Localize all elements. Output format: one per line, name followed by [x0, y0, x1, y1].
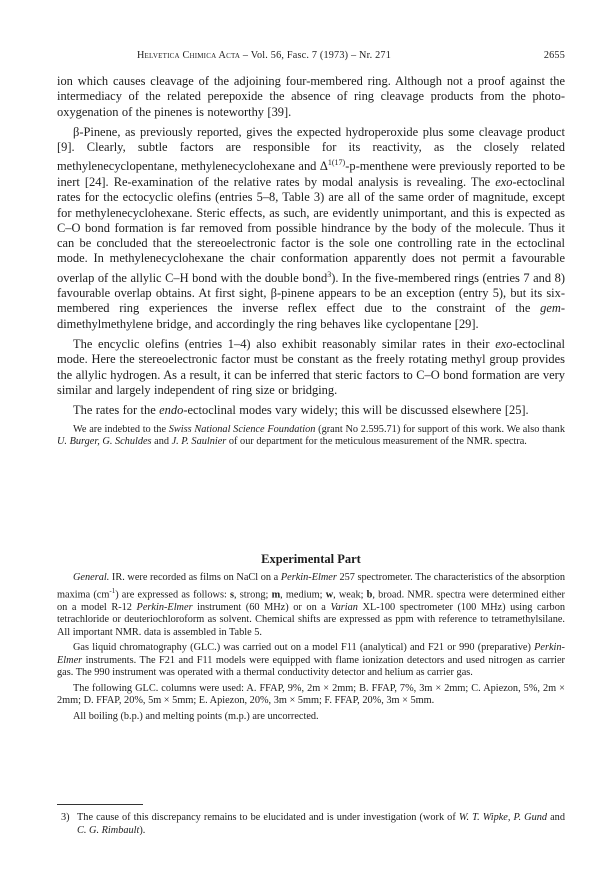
delta-symbol: Δ: [319, 159, 328, 174]
running-title: [137, 50, 391, 61]
abbr-broad: b: [366, 588, 373, 600]
footnote-body: The cause of this discrepancy remains to be elucidated and is under investigation (work of: [77, 812, 459, 823]
paragraph-2-text: ). In the five-membered rings (entries 7 and 8) favourable overlap obtains. At first sight, β-pinene appears to be an exception (entry 5), but its six-membered ring experiences the inverse reflex effect due to the constraint of the: [57, 270, 565, 316]
general-label: General.: [73, 572, 110, 583]
exo-italic: exo: [495, 174, 513, 189]
foundation-name: Swiss National Science Foundation: [168, 423, 316, 435]
footnote-text: [77, 812, 565, 837]
footnote-divider: [57, 804, 143, 805]
instrument-name: Perkin-Elmer: [280, 572, 337, 583]
abbr-weak: w: [325, 588, 334, 600]
paragraph-1: ion which causes cleavage of the adjoining four-membered ring. Although not a proof against the intermediacy of the related perepoxide the absence of ring cleavage products from the photo-oxygenation of the pinenes is noteworthy [39].: [57, 74, 565, 119]
footnote-names: W. T. Wipke, P. Gund: [458, 812, 548, 823]
abbr-strong: s: [230, 588, 235, 600]
ack-names: U. Burger, G. Schuldes: [57, 436, 152, 448]
boiling-points-paragraph: All boiling (b.p.) and melting points (m.p.) are uncorrected.: [73, 710, 319, 722]
footnote-body: and: [547, 812, 565, 823]
section-heading: Experimental Part: [261, 552, 361, 566]
ack-text: (grant No 2.595.71) for support of this work. We also thank: [315, 423, 565, 435]
paragraph-2: [57, 125, 565, 332]
running-header: [57, 50, 565, 64]
delta-superscript: 1(17): [327, 158, 346, 168]
general-text: 257 spectrometer. The characteristics of the absorption maxima (cm: [57, 572, 566, 600]
glc-text: Gas liquid chromatography (GLC.) was carried out on a model F11 (analytical) and F21 or 990 (preparative): [73, 642, 535, 654]
ack-text: We are indebted to the: [73, 423, 169, 435]
main-text: [57, 74, 565, 449]
ack-text: and: [151, 436, 172, 448]
general-text: ) are expressed as follows:: [115, 588, 231, 600]
paragraph-3-text: The encyclic olefins (entries 1–4) also exhibit reasonably similar rates in their: [73, 337, 496, 352]
general-text: XL-100 spectrometer (100 MHz) using carbon tetrachloride or deuteriochloroform as solvent. Chemical shifts are expressed as ppm with reference to tetramethylsilane. All important NMR. data is assembled in Table 5.: [57, 601, 565, 638]
ack-names: J. P. Saulnier: [171, 436, 227, 448]
paragraph-2-text: -p-menthene were previously reported to be inert [24]. Re-examination of the relative rates by modal analysis is revealing. The: [57, 159, 565, 189]
gem-italic: gem: [540, 301, 561, 316]
instrument-name: Varian: [330, 601, 358, 613]
general-text: instrument (60 MHz) or on a: [192, 601, 331, 613]
general-text: , medium;: [280, 588, 326, 600]
footnote-reference[interactable]: 3: [327, 269, 332, 279]
paragraph-2-text: -dimethylmethylene bridge, and accordingly the ring behaves like cyclopentane [29].: [57, 301, 565, 331]
abbr-medium: m: [271, 588, 281, 600]
page-number: 2655: [543, 50, 565, 61]
footnote-names: C. G. Rimbault: [77, 824, 140, 836]
instrument-name: Perkin-Elmer: [57, 642, 565, 666]
paragraph-2-text: -ectoclinal rates for the ectocyclic olefins (entries 5–8, Table 3) are all of the same order of magnitude, except for methylenecyclohexane. Steric effects, as such, are evidently unimportant, and this is expected as C–O bond formation is far removed from possible hindrance by the body of the molecule. Thus it can be concluded that the stereoelectronic factor is the sole one controlling rate in the ectoclinal mode. In methylenecyclohexane the chair conformation apparently does not permit a favourable overlap of the allylic C–H bond with the double bond: [57, 174, 565, 285]
general-text: , weak;: [333, 588, 367, 600]
columns-paragraph: The following GLC. columns were used: A. FFAP, 9%, 2m × 2mm; B. FFAP, 7%, 3m × 2mm; C. Apiezon, 5%, 2m × 2mm; D. FFAP, 20%, 5m × 5mm; E. Apiezon, 20%, 3m × 5mm; F. FFAP, 20%, 3m × 5mm.: [57, 682, 565, 707]
paragraph-4: [57, 403, 565, 418]
endo-italic: endo: [159, 403, 184, 418]
glc-text: instruments. The F21 and F11 models were equipped with flame ionization detectors and used nitrogen as carrier gas. The 990 instrument was operated with a thermal conductivity detector and helium as carrier gas.: [57, 654, 565, 679]
paragraph-3-text: -ectoclinal mode. Here the stereoelectronic factor must be constant as the freely rotating methyl group provides the allylic hydrogen. As a result, it can be inferred that steric factors to C–O bond formation are very similar and largely independent of ring size or bridging.: [57, 337, 565, 397]
footnote: [57, 812, 565, 837]
experimental-section: [57, 572, 565, 726]
general-text: , broad. NMR. spectra were determined either on a model R-12: [57, 588, 565, 613]
general-text: , strong;: [234, 588, 272, 600]
general-paragraph: [57, 572, 565, 639]
instrument-name: Perkin-Elmer: [136, 601, 193, 613]
paragraph-3: [57, 337, 565, 398]
paragraph-4-text: The rates for the: [73, 403, 160, 418]
paragraph-2-text: β-Pinene, as previously reported, gives the expected hydroperoxide plus some cleavage product [9]. Clearly, subtle factors are responsible for its reactivity, as the closely related methylenecyclopentane, methylenecyclohexane and: [57, 124, 565, 174]
exo-italic: exo: [495, 337, 513, 352]
volume-info: – Vol. 56, Fasc. 7 (1973) – Nr. 271: [242, 50, 391, 61]
paragraph-4-text: -ectoclinal modes vary widely; this will be discussed elsewhere [25].: [183, 403, 529, 418]
journal-name: Helvetica Chimica Acta: [137, 50, 241, 61]
acknowledgement: [57, 424, 565, 449]
glc-paragraph: [57, 642, 565, 680]
footnote-body: ).: [139, 824, 146, 836]
ack-text: of our department for the meticulous measurement of the NMR. spectra.: [226, 436, 527, 448]
general-text: IR. were recorded as films on NaCl on a: [109, 572, 281, 583]
unit-superscript: -1: [109, 586, 116, 595]
footnote-mark: 3): [61, 812, 70, 823]
